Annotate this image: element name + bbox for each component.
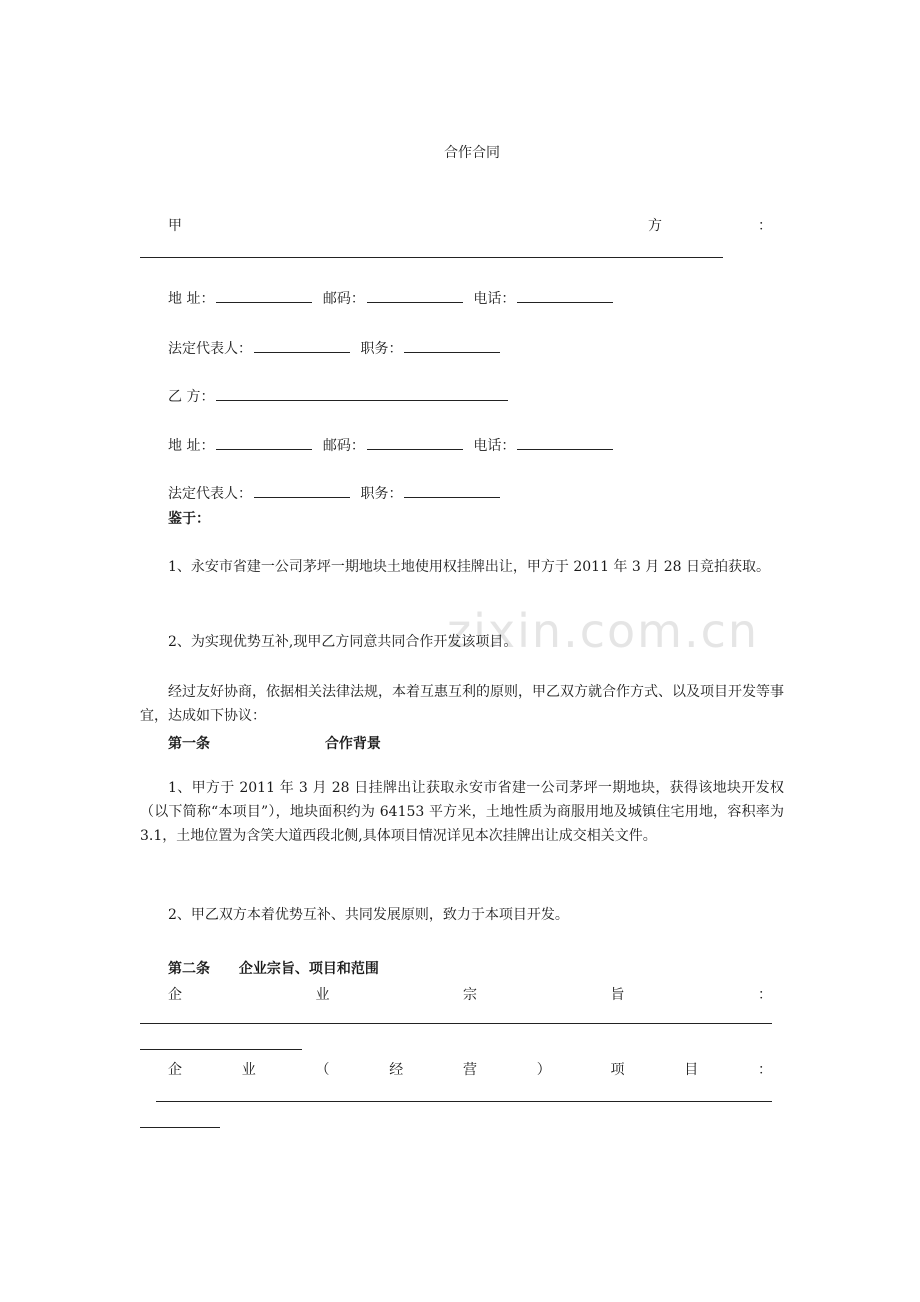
article-2-number: 第二条 [168, 961, 210, 977]
party-a-char-2: 方 [648, 218, 662, 234]
scope-char: 业 [241, 1062, 256, 1078]
article-1-clause-2: 2、甲乙双方本着优势互补、共同发展原则，致力于本项目开发。 [168, 907, 569, 923]
phone-field[interactable] [517, 436, 613, 450]
rep-label: 法定代表人： [168, 486, 252, 502]
postcode-label: 邮码： [322, 291, 365, 307]
purpose-char: 宗 [463, 987, 477, 1003]
rep-field[interactable] [254, 339, 350, 353]
party-b-rep-row [168, 483, 506, 503]
scope-underline-1[interactable] [156, 1101, 772, 1102]
phone-field[interactable] [517, 289, 613, 303]
article-2-heading [168, 958, 379, 978]
article-1-number: 第一条 [168, 736, 210, 752]
party-b-contact-row [168, 435, 619, 455]
scope-char: 目 [684, 1062, 699, 1078]
party-a-rep-row [168, 338, 506, 358]
scope-char: 企 [168, 1062, 182, 1078]
purpose-underline-1[interactable] [140, 1023, 772, 1024]
position-field[interactable] [404, 484, 500, 498]
party-a-underline[interactable] [140, 257, 723, 258]
purpose-char: 企 [168, 987, 182, 1003]
article-1-clause-1: 1、甲方于 2011 年 3 月 28 日挂牌出让获取永安市省建一公司茅坪一期地块，获得该地块开发权（以下简称“本项目”），地块面积约为 64153 平方米，土地性质为商服用地及城镇住宅用地，容积率为 3.1，土地位置为含笑大道西段北侧,具体项目情况详见本次挂牌出让成交相关文件。 [140, 780, 784, 844]
postcode-field[interactable] [367, 436, 463, 450]
position-label: 职务： [360, 341, 403, 357]
address-label: 地 址： [168, 438, 215, 454]
address-field[interactable] [216, 289, 312, 303]
scope-char: 营 [463, 1062, 477, 1078]
purpose-char: 旨 [610, 987, 625, 1003]
rep-field[interactable] [254, 484, 350, 498]
scope-label [168, 1059, 772, 1079]
postcode-label: 邮码： [322, 438, 365, 454]
party-b-field[interactable] [216, 387, 508, 401]
purpose-label [168, 984, 772, 1004]
phone-label: 电话： [473, 291, 516, 307]
purpose-underline-2[interactable] [140, 1049, 302, 1050]
scope-char: 经 [389, 1062, 404, 1078]
watermark: zixin.com.cn [447, 604, 760, 658]
article-1-title: 合作背景 [324, 736, 381, 752]
scope-colon: ： [758, 1062, 772, 1078]
party-b-label: 乙 方： [168, 389, 215, 405]
article-1-heading [168, 733, 381, 753]
recital-2: 2、为实现优势互补,现甲乙方同意共同合作开发该项目。 [168, 634, 518, 650]
rep-label: 法定代表人： [168, 341, 252, 357]
purpose-colon: ： [758, 987, 772, 1003]
scope-char: ） [536, 1062, 551, 1078]
recital-3: 经过友好协商，依据相关法律法规，本着互惠互利的原则，甲乙双方就合作方式、以及项目开发等事宜，达成如下协议： [140, 684, 784, 724]
postcode-field[interactable] [367, 289, 463, 303]
party-a-colon: ： [758, 218, 772, 234]
document-title: 合作合同 [444, 145, 500, 161]
address-label: 地 址： [168, 291, 215, 307]
position-field[interactable] [404, 339, 500, 353]
article-2-title: 企业宗旨、项目和范围 [238, 961, 379, 977]
whereas-heading: 鉴于： [168, 511, 210, 527]
position-label: 职务： [360, 486, 403, 502]
party-a-label [168, 215, 772, 235]
address-field[interactable] [216, 436, 312, 450]
recital-1: 1、永安市省建一公司茅坪一期地块土地使用权挂牌出让，甲方于 2011 年 3 月 28 日竞拍获取。 [168, 559, 770, 575]
scope-char: （ [315, 1062, 330, 1078]
phone-label: 电话： [473, 438, 516, 454]
scope-underline-2[interactable] [140, 1127, 220, 1128]
party-b-row [168, 386, 514, 406]
party-a-contact-row [168, 288, 619, 308]
purpose-char: 业 [315, 987, 330, 1003]
scope-char: 项 [610, 1062, 625, 1078]
party-a-char-1: 甲 [168, 218, 182, 234]
